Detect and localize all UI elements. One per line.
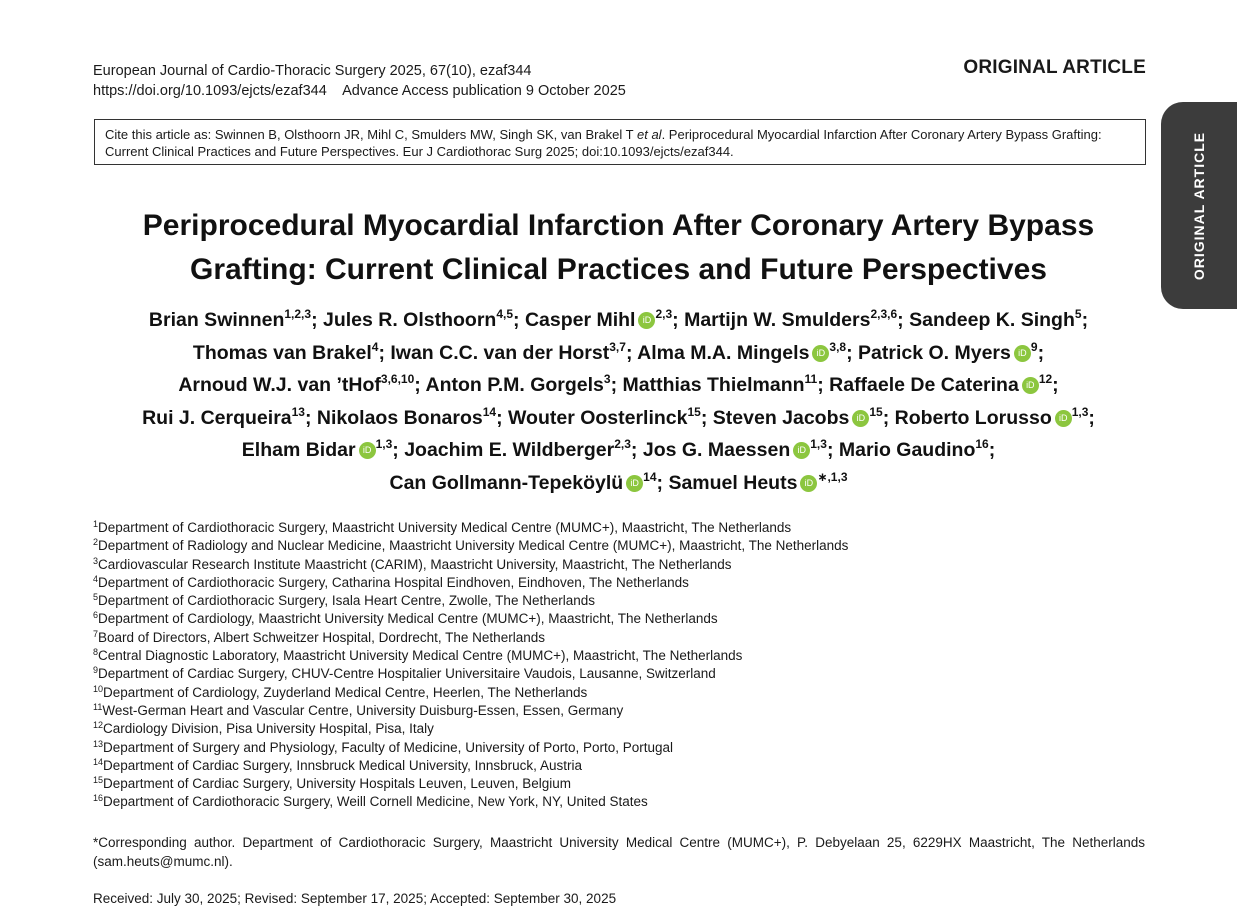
author — [829, 374, 1059, 396]
author-affiliation-sup: 15 — [687, 404, 701, 419]
author-name: Brian Swinnen — [148, 309, 285, 331]
author-separator: ; — [496, 406, 508, 429]
orcid-icon[interactable]: iD — [852, 410, 869, 427]
orcid-icon[interactable]: iD — [359, 442, 376, 459]
author-name: Matthias Thielmann — [622, 374, 805, 396]
author — [637, 339, 859, 364]
affiliation-item — [93, 574, 848, 592]
author — [894, 404, 1095, 429]
author-affiliation-sup: 3,7 — [609, 339, 626, 354]
author-name: Jos G. Maessen — [642, 439, 791, 461]
journal-citation: European Journal of Cardio-Thoracic Surgery 2025, 67(10), ezaf344 — [93, 63, 532, 79]
orcid-icon[interactable]: iD — [638, 312, 655, 329]
author-affiliation-sup: 3,8 — [829, 339, 847, 354]
affiliation-text: Department of Cardiac Surgery, CHUV-Centre Hospitalier Universitaire Vaudois, Lausanne, Switzerland — [98, 666, 716, 682]
author-affiliation-sup: 4 — [371, 339, 379, 354]
author-separator: ; — [304, 406, 317, 429]
author-separator: ; — [700, 406, 713, 429]
author-name: Wouter Oosterlinck — [507, 406, 688, 429]
author-separator: ; — [1052, 374, 1059, 396]
author — [390, 339, 638, 364]
author-name: Arnoud W.J. van ’tHof — [178, 374, 381, 396]
title-line-2: Grafting: Current Clinical Practices and Future Perspectives — [190, 253, 1047, 286]
author-affiliation-sup: 14 — [482, 404, 497, 419]
affiliation-item — [93, 793, 848, 811]
author-name: Samuel Heuts — [668, 471, 798, 494]
author — [323, 309, 525, 331]
affiliation-item — [93, 537, 848, 555]
doi-line: https://doi.org/10.1093/ejcts/ezaf344 Advance Access publication 9 October 2025 — [93, 83, 626, 99]
affiliation-item — [93, 629, 848, 647]
affiliation-number: 6 — [93, 610, 99, 621]
affiliation-text: Department of Cardiothoracic Surgery, Weill Cornell Medicine, New York, NY, United States — [103, 794, 648, 810]
author-affiliation-sup: 3,6,10 — [380, 372, 415, 386]
author — [712, 404, 895, 429]
author-separator: ; — [1088, 406, 1095, 429]
affiliation-number: 3 — [93, 555, 99, 566]
side-tab-label: ORIGINAL ARTICLE — [1191, 131, 1207, 280]
received-dates: Received: July 30, 2025; Revised: September 17, 2025; Accepted: September 30, 2025 — [93, 891, 617, 906]
affiliation-item — [93, 720, 848, 738]
author-name: Rui J. Cerqueira — [142, 406, 292, 429]
author — [858, 339, 1045, 364]
author-name: Mario Gaudino — [838, 439, 976, 461]
author-affiliation-sup: 1,3 — [375, 437, 393, 451]
affiliation-item — [93, 665, 848, 683]
author-name: Jules R. Olsthoorn — [322, 309, 497, 331]
author-separator: ; — [513, 309, 525, 331]
article-title — [60, 204, 1177, 292]
author-affiliation-sup: 5 — [1074, 307, 1082, 321]
author — [404, 439, 643, 461]
affiliation-list — [93, 519, 848, 812]
cite-suffix: . Periprocedural Myocardial Infarction After Coronary Artery Bypass Grafting: Current Clinical Practices and Future Perspectives. Eur J Cardiothorac Surg 2025; doi:10.1093/ejcts/ezaf344. — [105, 127, 1102, 159]
corresponding-author: *Corresponding author. Department of Cardiothoracic Surgery, Maastricht University Medical Centre (MUMC+), P. Debyelaan 25, 6229HX Maastricht, The Netherlands (sam.heuts@mumc.nl). — [93, 835, 1145, 869]
author — [242, 439, 404, 461]
affiliation-text: Department of Cardiothoracic Surgery, Isala Heart Centre, Zwolle, The Netherlands — [98, 593, 595, 609]
author-name: Casper Mihl — [524, 309, 636, 331]
orcid-icon[interactable]: iD — [1022, 377, 1039, 394]
author-affiliation-sup: 9 — [1030, 339, 1038, 354]
author-separator: ; — [882, 406, 895, 429]
author-name: Anton P.M. Gorgels — [425, 374, 604, 396]
orcid-icon[interactable]: iD — [812, 345, 829, 362]
affiliation-text: West-German Heart and Vascular Centre, University Duisburg-Essen, Essen, Germany — [102, 702, 624, 718]
author-separator: ; — [1081, 309, 1089, 331]
author-affiliation-sup: 3 — [603, 372, 611, 386]
affiliation-number: 10 — [93, 683, 104, 694]
cite-etal: et al — [637, 127, 662, 142]
orcid-icon[interactable]: iD — [1055, 410, 1072, 427]
author-affiliation-sup: 11 — [804, 372, 818, 386]
affiliation-number: 11 — [93, 701, 103, 712]
title-line-1: Periprocedural Myocardial Infarction After Coronary Artery Bypass — [142, 209, 1095, 242]
author-affiliation-sup: 16 — [975, 437, 989, 451]
affiliation-number: 13 — [93, 738, 104, 749]
cite-prefix: Cite this article as: Swinnen B, Olsthoorn JR, Mihl C, Smulders MW, Singh SK, van Brakel T — [105, 127, 637, 142]
author — [316, 404, 508, 429]
author-name: Raffaele De Caterina — [829, 374, 1019, 396]
author — [909, 309, 1088, 331]
author-affiliation-sup: 2,3 — [655, 307, 673, 321]
affiliation-number: 9 — [93, 665, 99, 676]
author-separator: ; — [826, 439, 839, 461]
author-separator: ; — [378, 341, 391, 364]
author-separator: ; — [988, 439, 996, 461]
affiliation-number: 5 — [93, 592, 99, 603]
affiliation-item — [93, 775, 848, 793]
affiliation-text: Cardiovascular Research Institute Maastricht (CARIM), Maastricht University, Maastricht, The Netherlands — [98, 556, 732, 572]
affiliation-item — [93, 647, 848, 665]
orcid-icon[interactable]: iD — [1014, 345, 1031, 362]
author-affiliation-sup: 13 — [291, 404, 305, 419]
affiliation-number: 15 — [93, 775, 104, 786]
author-separator: ; — [817, 374, 830, 396]
orcid-icon[interactable]: iD — [793, 442, 810, 459]
author-affiliation-sup: 2,3 — [614, 437, 631, 451]
affiliation-text: Central Diagnostic Laboratory, Maastricht University Medical Centre (MUMC+), Maastricht, The Netherlands — [98, 648, 743, 664]
article-type: ORIGINAL ARTICLE — [963, 57, 1146, 78]
author-affiliation-sup: 14 — [643, 469, 657, 484]
affiliation-item — [93, 610, 848, 628]
affiliation-text: Department of Cardiothoracic Surgery, Maastricht University Medical Centre (MUMC+), Maastricht, The Netherlands — [98, 520, 792, 535]
affiliation-item — [93, 519, 848, 537]
affiliation-text: Department of Cardiac Surgery, University Hospitals Leuven, Leuven, Belgium — [103, 776, 571, 792]
affiliation-text: Department of Cardiology, Zuyderland Medical Centre, Heerlen, The Netherlands — [103, 684, 588, 700]
author — [643, 439, 839, 461]
author-name: Can Gollmann-Tepeköylü — [389, 471, 624, 494]
author-name: Steven Jacobs — [712, 406, 850, 429]
author-affiliation-sup: 1,3 — [1071, 404, 1089, 419]
author-separator: ; — [672, 309, 685, 331]
author — [192, 339, 391, 364]
author-affiliation-sup: 4,5 — [496, 307, 514, 321]
author-list — [60, 304, 1177, 499]
author-affiliation-sup: 12 — [1038, 372, 1053, 386]
affiliation-item — [93, 757, 848, 775]
author — [389, 469, 669, 494]
author-affiliation-sup: 1,3 — [810, 437, 827, 451]
author-separator: ; — [846, 341, 859, 364]
author-name: Patrick O. Myers — [858, 341, 1011, 364]
affiliation-text: Cardiology Division, Pisa University Hospital, Pisa, Italy — [103, 721, 434, 737]
author — [507, 404, 713, 429]
affiliation-number: 2 — [93, 537, 99, 548]
affiliation-text: Department of Cardiology, Maastricht University Medical Centre (MUMC+), Maastricht, The Netherlands — [98, 611, 718, 627]
author-name: Nikolaos Bonaros — [316, 406, 483, 429]
author-name: Joachim E. Wildberger — [404, 439, 615, 461]
author-separator: ; — [610, 374, 623, 396]
author-name: Elham Bidar — [241, 439, 356, 461]
affiliation-text: Department of Surgery and Physiology, Faculty of Medicine, University of Porto, Porto, Portugal — [103, 739, 674, 755]
orcid-icon[interactable]: iD — [800, 475, 817, 492]
author-name: Sandeep K. Singh — [909, 309, 1075, 331]
affiliation-text: Board of Directors, Albert Schweitzer Hospital, Dordrecht, The Netherlands — [98, 629, 545, 645]
author-name: Martijn W. Smulders — [684, 309, 871, 331]
author — [142, 404, 317, 429]
author-separator: ; — [625, 341, 638, 364]
affiliation-number: 4 — [93, 573, 99, 584]
affiliation-item — [93, 702, 848, 720]
affiliation-number: 7 — [93, 628, 99, 639]
author — [525, 309, 684, 331]
affiliation-number: 16 — [93, 793, 104, 804]
cite-box — [94, 119, 1146, 165]
affiliation-number: 14 — [93, 756, 104, 767]
author — [178, 374, 425, 396]
author-separator: ; — [656, 471, 669, 494]
author — [149, 309, 323, 331]
author-name: Alma M.A. Mingels — [637, 341, 810, 364]
author-separator: ; — [414, 374, 426, 396]
author — [668, 469, 848, 494]
author-separator: ; — [897, 309, 910, 331]
author — [623, 374, 830, 396]
affiliation-text: Department of Cardiothoracic Surgery, Catharina Hospital Eindhoven, Eindhoven, The Netherlands — [98, 574, 689, 590]
author-separator: ; — [630, 439, 643, 461]
author-affiliation-sup: 15 — [869, 404, 883, 419]
affiliation-item — [93, 739, 848, 757]
orcid-icon[interactable]: iD — [626, 475, 643, 492]
affiliation-number: 12 — [93, 720, 104, 731]
author-separator: ; — [311, 309, 323, 331]
affiliation-item — [93, 592, 848, 610]
affiliation-text: Department of Radiology and Nuclear Medicine, Maastricht University Medical Centre (MUMC+), Maastricht, The Netherlands — [98, 538, 849, 554]
author-affiliation-sup: 2,3,6 — [870, 307, 898, 321]
affiliation-text: Department of Cardiac Surgery, Innsbruck Medical University, Innsbruck, Austria — [103, 757, 582, 773]
author-separator: ; — [392, 439, 405, 461]
author-affiliation-sup: ∗,1,3 — [817, 469, 848, 484]
author — [684, 309, 909, 331]
author-name: Iwan C.C. van der Horst — [390, 341, 610, 364]
author-name: Roberto Lorusso — [894, 406, 1052, 429]
author-affiliation-sup: 1,2,3 — [284, 307, 312, 321]
affiliation-number: 1 — [93, 519, 99, 529]
author-separator: ; — [1037, 341, 1045, 364]
affiliation-item — [93, 684, 848, 702]
affiliation-number: 8 — [93, 647, 99, 658]
author — [425, 374, 622, 396]
author — [839, 439, 995, 461]
affiliation-item — [93, 556, 848, 574]
journal-info — [93, 61, 626, 101]
author-name: Thomas van Brakel — [192, 341, 372, 364]
